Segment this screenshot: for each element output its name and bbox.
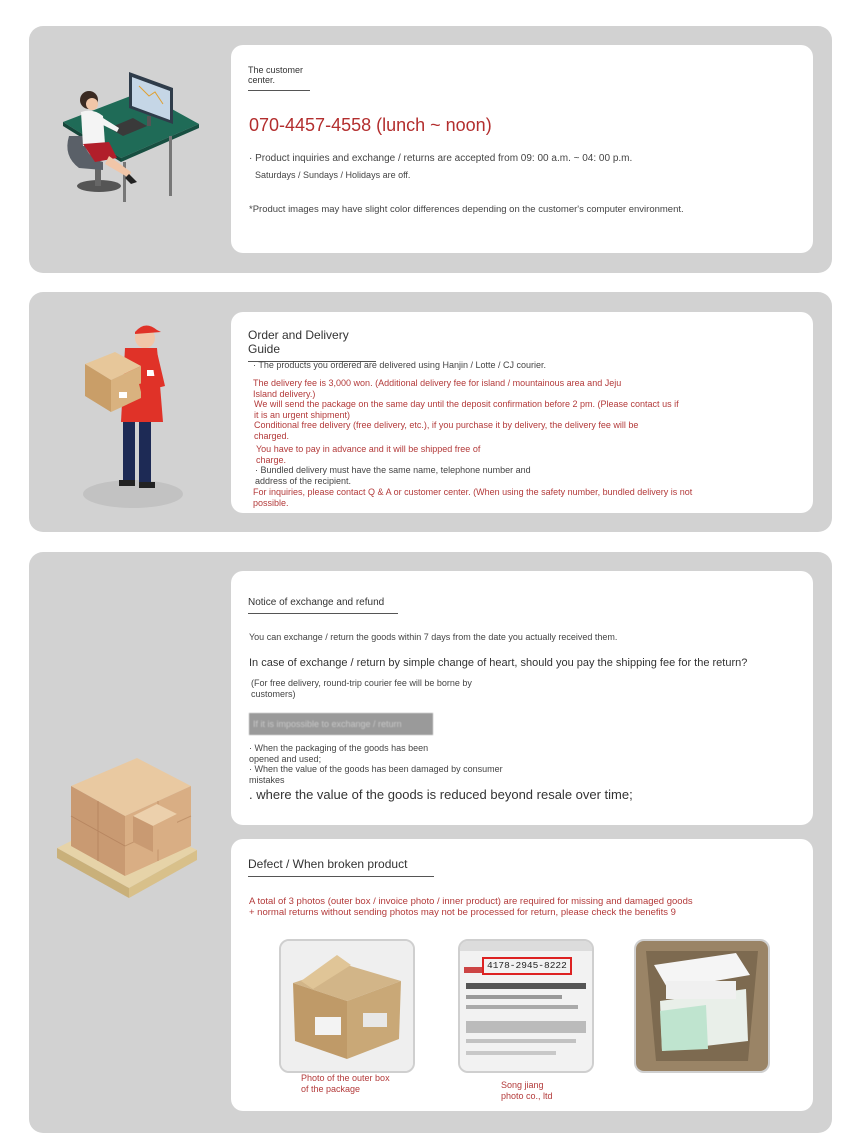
- customer-center-title: The customer center.: [248, 65, 310, 91]
- exchange-card: [231, 571, 813, 825]
- customer-center-card: [231, 45, 813, 253]
- invoice-photo: [458, 939, 594, 1073]
- exchange-question: In case of exchange / return by simple change of heart, should you pay the shipping fee for the return?: [249, 657, 748, 669]
- exchange-title: Notice of exchange and refund: [248, 597, 398, 614]
- defect-title: Defect / When broken product: [248, 857, 434, 877]
- same-day-shipping-line: We will send the package on the same day until the deposit confirmation before 2 pm. (Please contact us if it is an urgent shipment): [254, 399, 679, 420]
- bundled-delivery-line: · Bundled delivery must have the same name, telephone number and address of the recipient.: [255, 465, 531, 486]
- delivery-line: · The products you ordered are delivered using Hanjin / Lotte / CJ courier.: [253, 360, 546, 370]
- customer-center-panel: [29, 26, 832, 273]
- defect-return-warning: + normal returns without sending photos may not be processed for return, please check the benefits 9: [249, 907, 676, 918]
- closed-days: Saturdays / Sundays / Holidays are off.: [255, 170, 411, 180]
- boxes-on-pallet-illustration: [53, 752, 203, 912]
- inquiry-line: For inquiries, please contact Q & A or customer center. (When using the safety number, bundled delivery is not possible.: [253, 487, 693, 508]
- courier-illustration: [79, 318, 189, 508]
- impossible-exchange-heading: If it is impossible to exchange / return: [249, 713, 433, 735]
- invoice-number: 4178-2945-8222: [482, 957, 572, 975]
- inner-product-photo: [634, 939, 770, 1073]
- delivery-card: [231, 312, 813, 513]
- delivery-title: Order and Delivery Guide: [248, 328, 376, 362]
- inner-product-icon: [636, 941, 768, 1071]
- prepaid-shipping-line: You have to pay in advance and it will be shipped free of charge.: [256, 444, 481, 465]
- color-difference-note: *Product images may have slight color differences depending on the customer's computer environment.: [249, 204, 684, 215]
- delivery-fee-line: The delivery fee is 3,000 won. (Additional delivery fee for island / mountainous area and Jeju Island delivery.): [253, 378, 622, 399]
- defect-card: [231, 839, 813, 1111]
- cardboard-box-icon: [281, 941, 413, 1071]
- invoice-caption: Song jiang photo co., ltd: [501, 1080, 553, 1101]
- customer-center-phone: 070-4457-4558 (lunch ~ noon): [249, 115, 492, 135]
- free-delivery-note: (For free delivery, round-trip courier fee will be borne by customers): [251, 678, 472, 699]
- resale-value-case: . where the value of the goods is reduced beyond resale over time;: [249, 787, 633, 802]
- impossible-case: · When the value of the goods has been damaged by consumer mistakes: [249, 764, 503, 785]
- service-hours: · Product inquiries and exchange / returns are accepted from 09: 00 a.m. ~ 04: 00 p.m.: [249, 153, 633, 164]
- outer-box-caption: Photo of the outer box of the package: [301, 1073, 390, 1094]
- exchange-panel: [29, 552, 832, 1133]
- exchange-within-days: You can exchange / return the goods within 7 days from the date you actually received them.: [249, 632, 618, 642]
- impossible-case: · When the packaging of the goods has been opened and used;: [249, 743, 429, 764]
- delivery-panel: [29, 292, 832, 532]
- defect-photo-requirement: A total of 3 photos (outer box / invoice photo / inner product) are required for missing and damaged goods: [249, 896, 693, 907]
- conditional-free-delivery-line: Conditional free delivery (free delivery, etc.), if you purchase it by delivery, the delivery fee will be charged.: [254, 420, 639, 441]
- call-center-agent-illustration: [59, 66, 209, 216]
- outer-box-photo: [279, 939, 415, 1073]
